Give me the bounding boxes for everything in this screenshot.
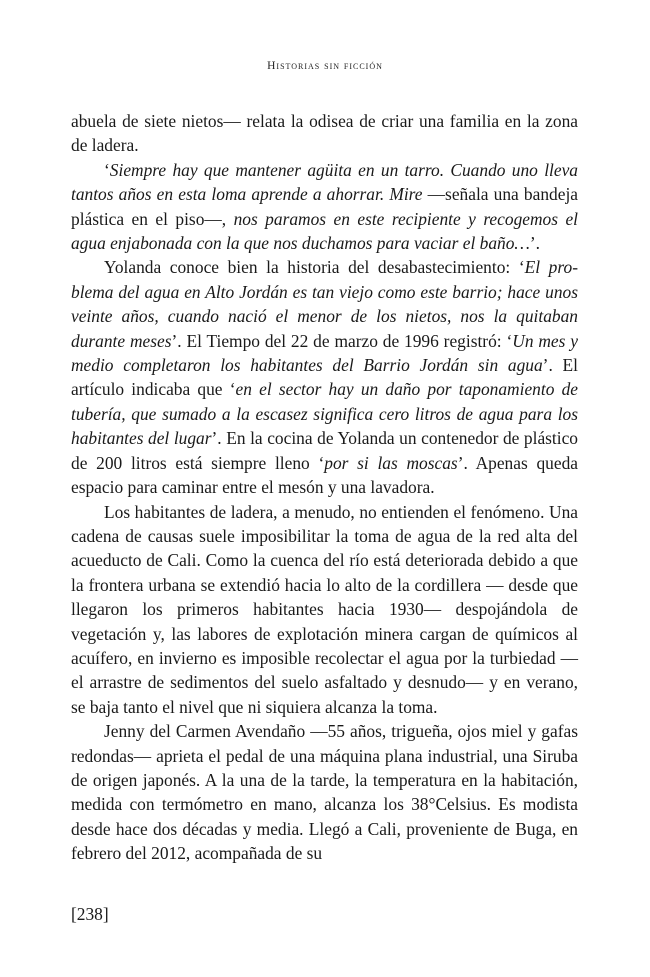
italic-run: en el sector hay un daño por taponamiento de tubería, que sumado a la escasez significa cero litros de agua para los habitantes del lugar [71, 379, 578, 449]
italic-run: Siempre hay que mantener agüita en un tarro. Cuando uno lleva tantos años en esta loma aprende a ahorrar. Mire [71, 159, 578, 205]
paragraph [71, 109, 578, 158]
text-run: ’. En la cocina de Yolanda un contenedor de plástico de 200 litros está siempre lleno ‘ [71, 428, 579, 473]
text-run: ’. [529, 233, 541, 254]
page-number: [238] [71, 904, 109, 924]
text-run: Jenny del Carmen Avendaño —55 años, trigueña, ojos miel y gafas redondas— aprieta el pedal de una máquina plana industrial, una Siruba de origen japonés. A la una de la tarde, la temperatura en la habitación, medida con termómetro en mano, alcanza los 38°Celsius. Es modista desde hace dos décadas y media. Llegó a Cali, proveniente de Buga, en febrero del 2012, acompañada de su [71, 721, 578, 864]
body-text [71, 109, 578, 866]
text-run: ’. El artículo indicaba que ‘ [71, 355, 578, 400]
paragraph [71, 500, 578, 720]
text-run: ’. Apenas queda espacio para caminar entre el mesón y una lavadora. [71, 452, 578, 498]
paragraph [71, 719, 578, 865]
text-run: Yolanda conoce bien la historia del desabastecimiento: ‘ [104, 257, 525, 278]
text-run: abuela de siete nietos— relata la odisea de criar una familia en la zona de ladera. [71, 111, 578, 156]
italic-run: nos paramos en este recipiente y recogemos el agua enjabonada con la que nos duchamos para vaciar el baño… [71, 208, 578, 254]
italic-run: por si las moscas [324, 452, 458, 473]
text-run: ’. El Tiempo del 22 de marzo de 1996 registró: ‘ [171, 330, 513, 351]
paragraph [71, 158, 578, 256]
italic-run: El problema del agua en Alto Jordán es tan viejo como este barrio; hace unos veinte años, cuando nació el menor de los nietos, nos la quitaban durante meses [71, 257, 578, 351]
running-head: Historias sin ficción [267, 60, 383, 72]
italic-run: Un mes y medio completaron los habitantes del Barrio Jordán sin agua [71, 330, 578, 376]
paragraph [71, 255, 578, 499]
text-run: ‘ [104, 159, 110, 180]
text-run: —señala una bandeja plástica en el piso—, [71, 184, 579, 229]
text-run: Los habitantes de ladera, a menudo, no entienden el fenómeno. Una cadena de causas suele imposibilitar la toma de agua de la red alta del acueducto de Cali. Como la cuenca del río está deteriorada debido a que la frontera urbana se extendió hacia lo alto de la cordillera — desde que llegaron los primeros habitantes hacia 1930— despojándola de vegetación y, las labores de explotación minera cargan de químicos al acuífero, en invierno es imposible recolectar el agua por la turbiedad —el arrastre de sedimentos del suelo asfaltado y desnudo— y en verano, se baja tanto el nivel que ni siquiera alcanza la toma. [71, 501, 578, 717]
